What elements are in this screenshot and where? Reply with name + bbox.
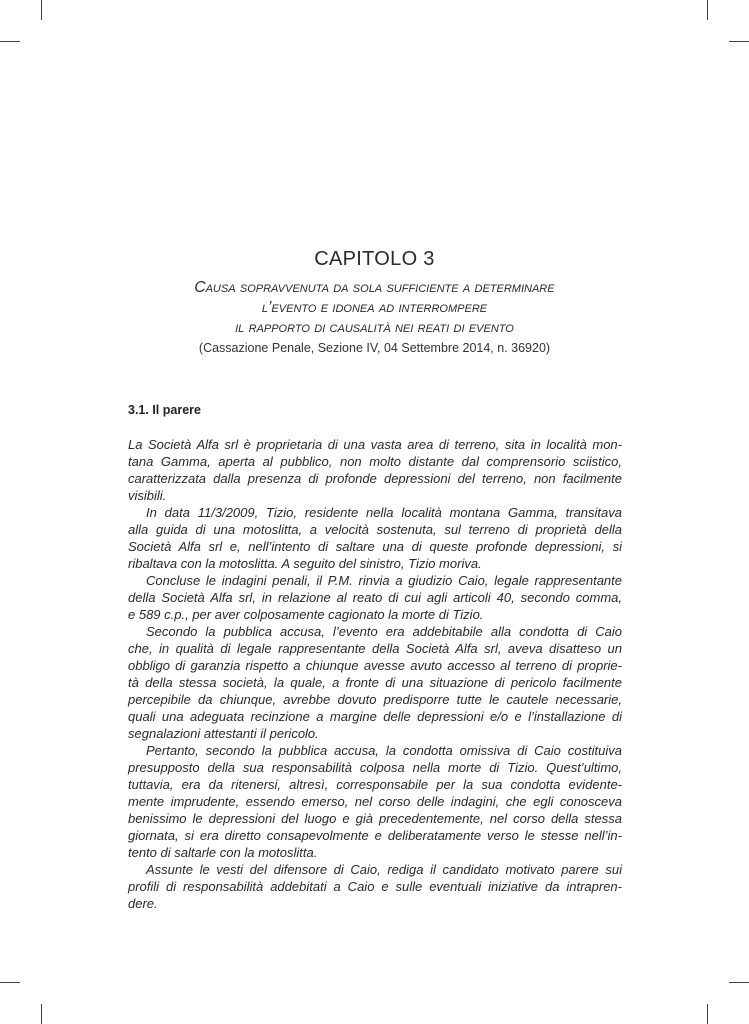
body-line: In data 11/3/2009, Tizio, residente nella località montana Gamma, transitava: [146, 505, 622, 520]
body-line: giornata, si era diretto consapevolmente e deliberatamente verso le stesse nell’in-: [128, 828, 622, 843]
crop-mark-top-right-h: [729, 41, 749, 42]
body-line: Pertanto, secondo la pubblica accusa, la condotta omissiva di Caio costituiva: [146, 743, 622, 758]
body-line: ribaltava con la motoslitta. A seguito del sinistro, Tizio moriva.: [128, 556, 482, 571]
crop-mark-bottom-left: [41, 1004, 42, 1024]
body-line: obbligo di garanzia rispetto a chiunque avesse avuto accesso al terreno di proprie-: [128, 658, 622, 673]
body-line: quali una adeguata recinzione a margine delle depressioni e/o e l’installazione di: [128, 709, 622, 724]
crop-mark-bottom-left-h: [0, 982, 20, 983]
body-line: tà della stessa società, la quale, a fronte di una situazione di pericolo facilmente: [128, 675, 622, 690]
body-line: percepibile da chiunque, avrebbe dovuto predisporre tutte le cautele necessarie,: [128, 692, 622, 707]
body-line: tuttavia, era da ritenersi, altresì, corresponsabile per la sua condotta evidente-: [128, 777, 622, 792]
body-line: mente imprudente, essendo emerso, nel corso delle indagini, che egli conosceva: [128, 794, 622, 809]
body-line: Società Alfa srl e, nell’intento di saltare una di queste profonde depressioni, si: [128, 539, 622, 554]
body-line: alla guida di una motoslitta, a velocità sostenuta, sul terreno di proprietà della: [128, 522, 622, 537]
body-line: segnalazioni attestanti il pericolo.: [128, 726, 319, 741]
body-line: Assunte le vesti del difensore di Caio, rediga il candidato motivato parere sui: [146, 862, 622, 877]
body-line: che, in qualità di legale rappresentante della Società Alfa srl, aveva disatteso un: [128, 641, 622, 656]
crop-mark-bottom-right: [707, 1004, 708, 1024]
body-line: visibili.: [128, 488, 167, 503]
body-line: tento di saltarle con la motoslitta.: [128, 845, 318, 860]
body-line: benissimo le depressioni del luogo e già precedentemente, nel corso della stessa: [128, 811, 622, 826]
body-line: Concluse le indagini penali, il P.M. rinvia a giudizio Caio, legale rappresentante: [146, 573, 622, 588]
crop-mark-top-left: [41, 0, 42, 20]
chapter-subtitle: [0, 278, 749, 338]
body-line: della Società Alfa srl, in relazione al reato di cui agli articoli 40, secondo comma,: [128, 590, 622, 605]
subtitle-line: l’evento e idonea ad interrompere: [261, 299, 488, 316]
body-line: Secondo la pubblica accusa, l’evento era addebitabile alla condotta di Caio: [146, 624, 622, 639]
subtitle-line: Causa sopravvenuta da sola sufficiente a determinare: [194, 279, 555, 296]
body-line: dere.: [128, 896, 158, 911]
crop-mark-top-left-h: [0, 41, 20, 42]
body-line: tana Gamma, aperta al pubblico, non molto distante dal comprensorio sciistico,: [128, 454, 622, 469]
body-line: caratterizzata dalla presenza di profonde depressioni del terreno, non facilmente: [128, 471, 622, 486]
body-line: La Società Alfa srl è proprietaria di una vasta area di terreno, sita in località mon-: [128, 437, 622, 452]
chapter-title: CAPITOLO 3: [314, 248, 435, 270]
body-line: profili di responsabilità addebitati a Caio e sulle eventuali iniziative da intrapren-: [128, 879, 622, 894]
body-line: presupposto della sua responsabilità colposa nella morte di Tizio. Quest’ultimo,: [128, 760, 622, 775]
case-reference: (Cassazione Penale, Sezione IV, 04 Settembre 2014, n. 36920): [198, 341, 551, 355]
crop-mark-bottom-right-h: [729, 982, 749, 983]
crop-mark-top-right: [707, 0, 708, 20]
section-heading: 3.1. Il parere: [128, 403, 201, 417]
body-line: e 589 c.p., per aver colposamente cagionato la morte di Tizio.: [128, 607, 484, 622]
body-text: [128, 436, 622, 912]
subtitle-line: il rapporto di causalità nei reati di evento: [235, 319, 514, 336]
